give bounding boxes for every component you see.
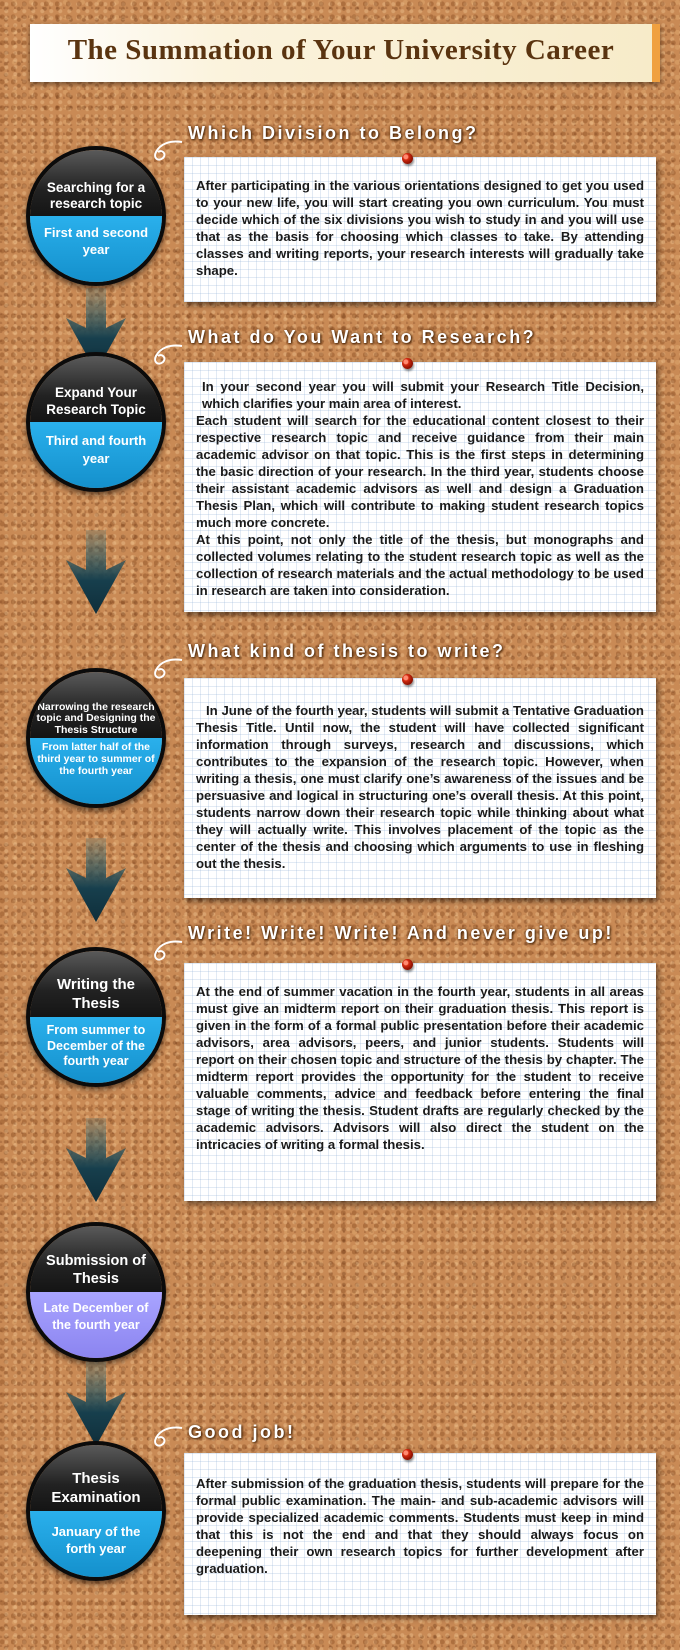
page-title-banner: [30, 24, 660, 82]
stage-title: Narrowing the research topic and Designing the Thesis Structure: [30, 672, 162, 738]
info-card: [184, 362, 656, 612]
stage-title: Writing the Thesis: [30, 951, 162, 1017]
stage-period: From summer to December of the fourth year: [30, 1017, 162, 1083]
pushpin-icon: [402, 674, 413, 685]
stage-heading: What do You Want to Research?: [188, 327, 537, 347]
stage-heading: What kind of thesis to write?: [188, 641, 506, 661]
pushpin-icon: [402, 153, 413, 164]
card-paragraph: At this point, not only the title of the thesis, but monographs and collected volumes relating to the student research topic as well as the collection of research materials and the actual methodology to be used in research are taken into consideration.: [196, 532, 644, 598]
stage-heading: Write! Write! Write! And never give up!: [188, 923, 614, 943]
down-arrow-icon: [60, 1362, 132, 1448]
card-paragraph: In June of the fourth year, students will submit a Tentative Graduation Thesis Title. Until now, the student will have collected significant information through surveys, research and discussions, which contributes to the expansion of the research topic. However, when writing a thesis, one must clarify one’s awareness of the issues and be persuasive and logical in structuring one’s overall thesis. At this point, students narrow down their research topic while thinking about what they will actually write. This involves placement of the topic as the center of the thesis and choosing which arguments to use in fleshing out the thesis.: [196, 703, 644, 871]
stage-period: First and second year: [30, 216, 162, 282]
card-paragraph: At the end of summer vacation in the fourth year, students in all areas must give an midterm report on their graduation thesis. This report is given in the form of a formal public presentation before their academic advisors, area advisors, peers, and junior students. Students will report on their chosen topic and structure of the thesis by chapter. The midterm report provides the opportunity for the student to receive valuable comments, advice and feedback before entering the final stage of writing the thesis. Student drafts are regularly checked by the academic advisors. Advisors will also direct the student on the intricacies of writing a formal thesis.: [196, 984, 644, 1152]
stage-circle: [26, 1222, 166, 1362]
card-paragraph: After participating in the various orientations designed to get you used to your new life, you will start creating you own curriculum. You must decide which of the six divisions you wish to study in and you will use that as the basis for choosing which classes to take. By attending classes and writing reports, your research interests will gradually take shape.: [196, 178, 644, 278]
stage-title: Expand Your Research Topic: [30, 356, 162, 422]
info-card: [184, 678, 656, 898]
stage-circle: [26, 352, 166, 492]
down-arrow-icon: [60, 838, 132, 924]
stage-period: Third and fourth year: [30, 422, 162, 488]
stage-title: Thesis Examination: [30, 1445, 162, 1511]
pushpin-icon: [402, 358, 413, 369]
card-paragraph: Each student will search for the educational content closest to their respective research topic and receive guidance from their main academic advisor on that topic. This is the first steps in determining the basic direction of your research. In the third year, students choose their assistant academic advisors as well and design a Graduation Thesis Plan, which will contribute to making student research topics much more concrete.: [196, 413, 644, 530]
card-paragraph: In your second year you will submit your Research Title Decision, which clarifies your main area of interest.: [202, 379, 644, 411]
stage-period: From latter half of the third year to summer of the fourth year: [30, 738, 162, 804]
stage-heading: Which Division to Belong?: [188, 123, 479, 143]
stage-title: Submission of Thesis: [30, 1226, 162, 1292]
pushpin-icon: [402, 1449, 413, 1460]
info-card: [184, 157, 656, 302]
stage-period: January of the forth year: [30, 1511, 162, 1577]
curl-ornament: [148, 938, 184, 964]
stage-title: Searching for a research topic: [30, 150, 162, 216]
stage-period: Late December of the fourth year: [30, 1292, 162, 1358]
stage-circle: [26, 1441, 166, 1581]
info-card: [184, 963, 656, 1201]
curl-ornament: [148, 342, 184, 368]
down-arrow-icon: [60, 530, 132, 616]
info-card: [184, 1453, 656, 1615]
card-paragraph: After submission of the graduation thesis, students will prepare for the formal public examination. The main- and sub-academic advisors will provide specialized academic comments. Students must keep in mind that this is not the end and that they should always focus on deepening their own research topics for further development after graduation.: [196, 1476, 644, 1576]
stage-circle: [26, 947, 166, 1087]
stage-circle: [26, 146, 166, 286]
page-title: The Summation of Your University Career: [67, 34, 615, 66]
stage-circle: [26, 668, 166, 808]
curl-ornament: [148, 1424, 184, 1450]
curl-ornament: [148, 656, 184, 682]
stage-heading: Good job!: [188, 1422, 296, 1442]
down-arrow-icon: [60, 1118, 132, 1204]
pushpin-icon: [402, 959, 413, 970]
curl-ornament: [148, 138, 184, 164]
